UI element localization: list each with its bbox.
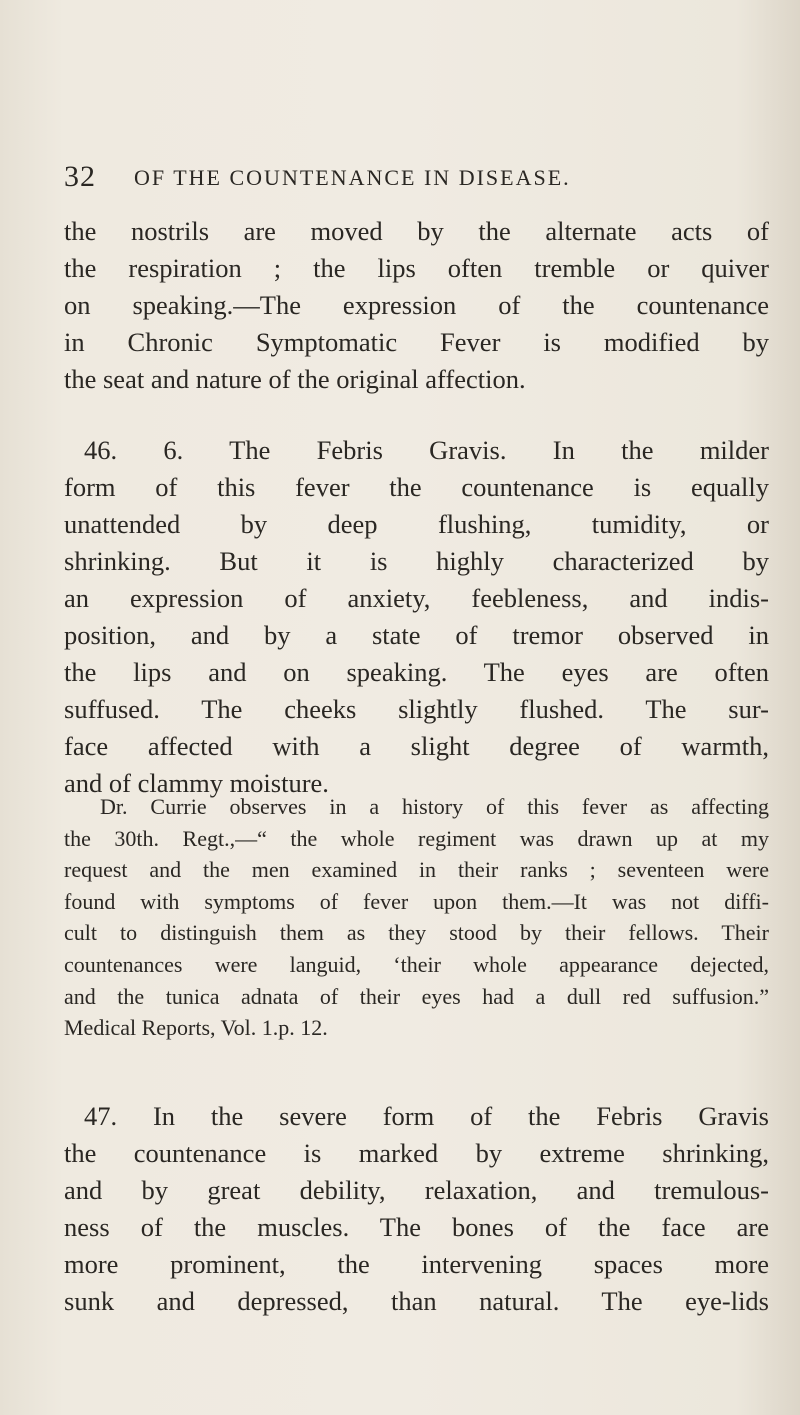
running-head: OF THE COUNTENANCE IN DISEASE. bbox=[134, 165, 571, 190]
text-line: shrinking. But it is highly characterized by bbox=[64, 546, 769, 576]
text-line: Dr. Currie observes in a history of this fever as affecting bbox=[100, 794, 769, 819]
text-line: an expression of anxiety, feebleness, and indis- bbox=[64, 583, 769, 613]
paragraph-continuation bbox=[64, 213, 769, 398]
paragraph-46 bbox=[64, 432, 769, 802]
text-line: sunk and depressed, than natural. The eye-lids bbox=[64, 1286, 769, 1316]
text-line: found with symptoms of fever upon them.—It was not diffi- bbox=[64, 888, 769, 914]
text-line: in Chronic Symptomatic Fever is modified by bbox=[64, 327, 769, 357]
text-line: the respiration ; the lips often tremble or quiver bbox=[64, 253, 769, 283]
page-number: 32 bbox=[64, 160, 96, 193]
text-line: cult to distinguish them as they stood by their fellows. Their bbox=[64, 920, 769, 946]
text-line: 47. In the severe form of the Febris Gravis bbox=[84, 1101, 769, 1131]
paragraph-47 bbox=[64, 1098, 769, 1320]
text-line: face affected with a slight degree of warmth, bbox=[64, 731, 769, 761]
quotation-paragraph bbox=[64, 791, 769, 1044]
text-line: the 30th. Regt.,—“ the whole regiment was drawn up at my bbox=[64, 825, 769, 851]
text-line: on speaking.—The expression of the countenance bbox=[64, 290, 769, 320]
text-line: and of clammy moisture. bbox=[64, 768, 329, 798]
text-line: the nostrils are moved by the alternate acts of bbox=[64, 216, 769, 246]
text-line: more prominent, the intervening spaces more bbox=[64, 1249, 769, 1279]
text-line: form of this fever the countenance is equally bbox=[64, 472, 769, 502]
text-line: and the tunica adnata of their eyes had a dull red suffusion.” bbox=[64, 983, 769, 1009]
text-line: the seat and nature of the original affection. bbox=[64, 364, 526, 394]
text-line: position, and by a state of tremor observed in bbox=[64, 620, 769, 650]
text-line: request and the men examined in their ranks ; seventeen were bbox=[64, 857, 769, 883]
text-line: countenances were languid, ‘their whole appearance dejected, bbox=[64, 951, 769, 977]
text-line: 46. 6. The Febris Gravis. In the milder bbox=[84, 435, 769, 465]
text-line: the lips and on speaking. The eyes are often bbox=[64, 657, 769, 687]
page-header bbox=[64, 160, 764, 196]
text-line: the countenance is marked by extreme shrinking, bbox=[64, 1138, 769, 1168]
text-line: and by great debility, relaxation, and tremulous- bbox=[64, 1175, 769, 1205]
text-line: suffused. The cheeks slightly flushed. The sur- bbox=[64, 694, 769, 724]
text-line: unattended by deep flushing, tumidity, or bbox=[64, 509, 769, 539]
text-line: ness of the muscles. The bones of the face are bbox=[64, 1212, 769, 1242]
citation-line: Medical Reports, Vol. 1.p. 12. bbox=[64, 1015, 328, 1041]
